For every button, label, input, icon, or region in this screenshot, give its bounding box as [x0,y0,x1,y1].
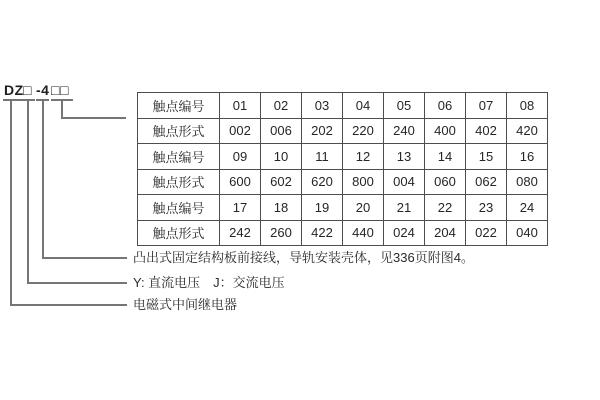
table-cell: 060 [425,169,466,195]
leader-vertical-to-mounting-note [42,99,44,259]
table-cell: 202 [302,118,343,144]
table-cell: 260 [261,220,302,246]
table-cell: 040 [507,220,548,246]
table-cell: 11 [302,144,343,170]
table-cell: 15 [466,144,507,170]
contact-code-table [137,92,548,246]
table-cell: 422 [302,220,343,246]
model-voltage-code-box: □ [23,82,32,98]
table-row [138,195,548,221]
table-cell: 20 [343,195,384,221]
table-cell: 06 [425,93,466,119]
table-cell: 400 [425,118,466,144]
table-cell: 024 [384,220,425,246]
leader-horizontal-to-voltage-note [27,282,127,284]
table-cell: 10 [261,144,302,170]
table-cell: 002 [220,118,261,144]
table-row [138,144,548,170]
annotation-mounting-note: 凸出式固定结构板前接线，导轨安装壳体，见336页附图4。 [133,250,474,265]
table-cell: 18 [261,195,302,221]
leader-vertical-to-contact-table [61,99,63,119]
table-cell: 13 [384,144,425,170]
table-cell: 14 [425,144,466,170]
table-cell: 620 [302,169,343,195]
annotation-relay-type: 电磁式中间继电器 [133,297,238,312]
table-row-label: 触点形式 [138,118,220,144]
table-cell: 19 [302,195,343,221]
table-cell: 04 [343,93,384,119]
table-row-label: 触点形式 [138,220,220,246]
leader-vertical-to-voltage-note [27,99,29,284]
table-cell: 24 [507,195,548,221]
table-cell: 440 [343,220,384,246]
leader-vertical-to-relay-type [10,99,12,306]
table-cell: 006 [261,118,302,144]
table-row-label: 触点编号 [138,195,220,221]
annotation-voltage-note: Y: 直流电压 J：交流电压 [133,275,285,290]
table-row [138,169,548,195]
table-cell: 17 [220,195,261,221]
table-cell: 204 [425,220,466,246]
table-cell: 21 [384,195,425,221]
table-cell: 02 [261,93,302,119]
table-cell: 080 [507,169,548,195]
table-cell: 220 [343,118,384,144]
table-cell: 062 [466,169,507,195]
table-cell: 03 [302,93,343,119]
table-cell: 004 [384,169,425,195]
table-cell: 12 [343,144,384,170]
table-row-label: 触点编号 [138,144,220,170]
table-row [138,93,548,119]
table-cell: 402 [466,118,507,144]
table-cell: 600 [220,169,261,195]
table-cell: 01 [220,93,261,119]
table-cell: 09 [220,144,261,170]
leader-horizontal-to-mounting-note [42,257,127,259]
table-cell: 07 [466,93,507,119]
table-cell: 08 [507,93,548,119]
table-cell: 420 [507,118,548,144]
table-row [138,118,548,144]
table-cell: 240 [384,118,425,144]
table-cell: 022 [466,220,507,246]
model-contact-code-boxes: □□ [51,82,69,98]
model-prefix: DZ [4,82,24,98]
table-row-label: 触点编号 [138,93,220,119]
table-cell: 602 [261,169,302,195]
underline-model-prefix [3,99,22,101]
model-series-number: -4 [36,82,50,98]
leader-horizontal-to-relay-type [10,304,127,306]
table-cell: 800 [343,169,384,195]
table-cell: 242 [220,220,261,246]
table-row [138,220,548,246]
table-cell: 16 [507,144,548,170]
table-cell: 22 [425,195,466,221]
table-row-label: 触点形式 [138,169,220,195]
leader-horizontal-to-contact-table [61,117,126,119]
table-cell: 23 [466,195,507,221]
table-cell: 05 [384,93,425,119]
